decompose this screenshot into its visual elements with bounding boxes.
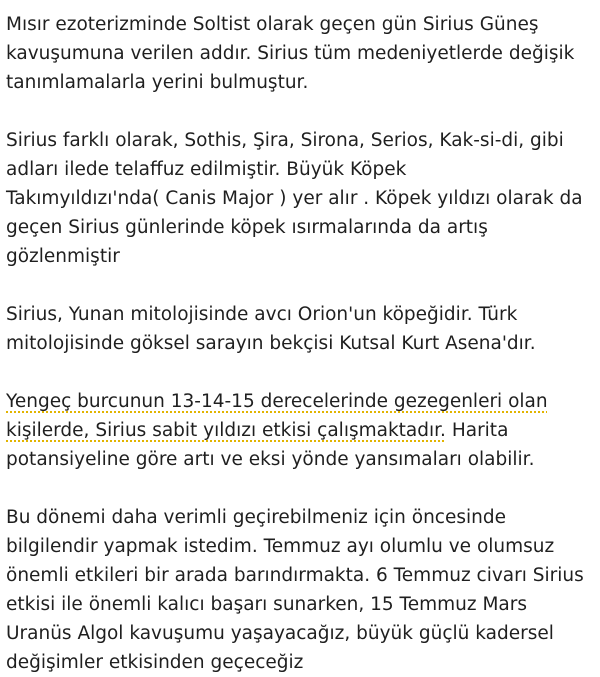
- text-line: gözlenmiştir: [6, 246, 120, 267]
- paragraph-5: [6, 503, 594, 677]
- text-line: Takımyıldızı'nda( Canis Major ) yer alır . Köpek yıldızı olarak da: [6, 188, 583, 209]
- text-line: kavuşumuna verilen addır. Sirius tüm medeniyetlerde değişik: [6, 43, 575, 64]
- text-line: adları ilede telaffuz edilmiştir. Büyük Köpek: [6, 159, 407, 180]
- text-line: Sirius farklı olarak, Sothis, Şira, Sirona, Serios, Kak-si-di, gibi: [6, 130, 564, 151]
- text-line: değişimler etkisinden geçeceğiz: [6, 652, 304, 673]
- underlined-text-line: Yengeç burcunun 13-14-15 derecelerinde gezegenleri olan: [6, 391, 548, 412]
- text-line: Mısır ezoterizminde Soltist olarak geçen gün Sirius Güneş: [6, 14, 539, 35]
- paragraph-1: [6, 10, 594, 97]
- text-line: mitolojisinde göksel sarayın bekçisi Kutsal Kurt Asena'dır.: [6, 333, 536, 354]
- text-line: tanımlamalarla yerini bulmuştur.: [6, 72, 309, 93]
- text-line: [6, 416, 594, 445]
- underlined-text-segment: kişilerde, Sirius sabit yıldızı etkisi çalışmaktadır.: [6, 420, 446, 441]
- text-line: etkisi ile önemli kalıcı başarı sunarken, 15 Temmuz Mars: [6, 594, 527, 615]
- text-line: bilgilendir yapmak istedim. Temmuz ayı olumlu ve olumsuz: [6, 536, 555, 557]
- paragraph-gap: [6, 358, 594, 387]
- text-line: Bu dönemi daha verimli geçirebilmeniz için öncesinde: [6, 507, 506, 528]
- text-line: Uranüs Algol kavuşumu yaşayacağız, büyük güçlü kadersel: [6, 623, 554, 644]
- text-line: potansiyeline göre artı ve eksi yönde yansımaları olabilir.: [6, 449, 535, 470]
- text-line: geçen Sirius günlerinde köpek ısırmalarında da artış: [6, 217, 488, 238]
- text-line: önemli etkileri bir arada barındırmakta. 6 Temmuz civarı Sirius: [6, 565, 584, 586]
- paragraph-4: [6, 387, 594, 474]
- text-segment: Harita: [445, 420, 509, 441]
- article-text: [6, 10, 594, 677]
- paragraph-gap: [6, 97, 594, 126]
- paragraph-3: [6, 300, 594, 358]
- text-line: Sirius, Yunan mitolojisinde avcı Orion'un köpeğidir. Türk: [6, 304, 518, 325]
- paragraph-gap: [6, 474, 594, 503]
- paragraph-gap: [6, 271, 594, 300]
- paragraph-2: [6, 126, 594, 271]
